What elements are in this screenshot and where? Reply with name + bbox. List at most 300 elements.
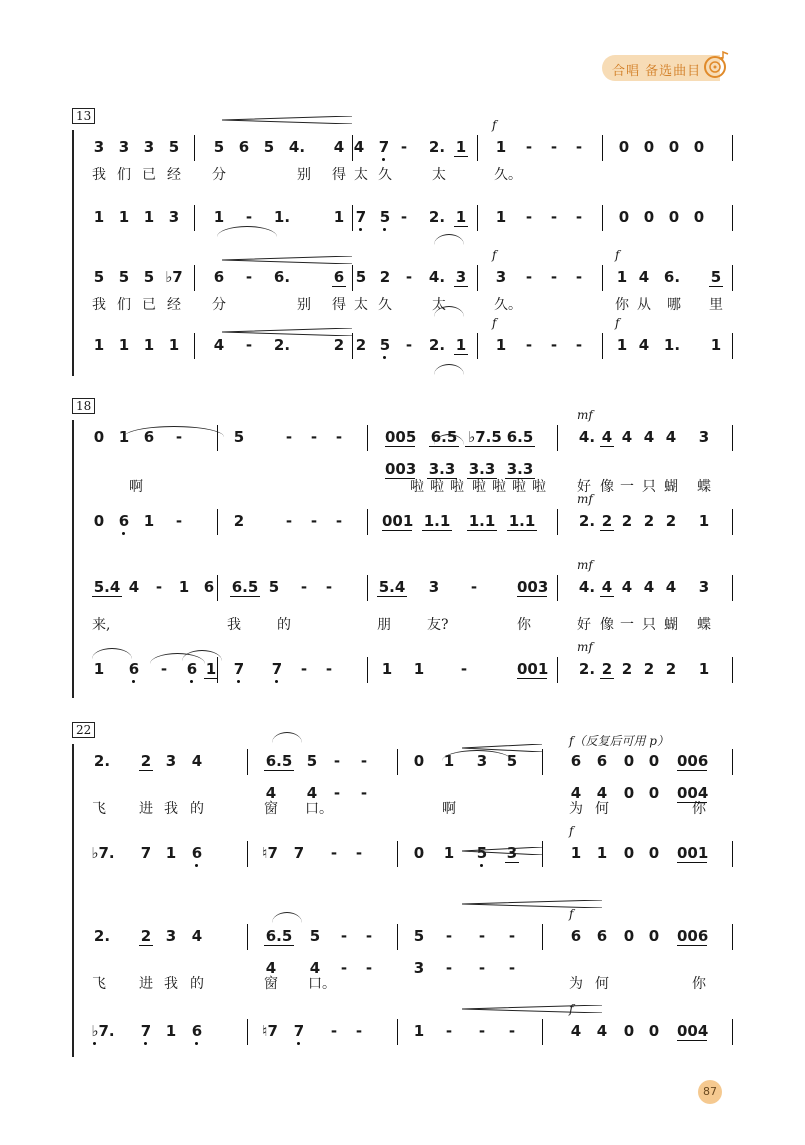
lyric-syllable: 啊: [442, 801, 456, 817]
note: -: [310, 428, 318, 446]
page-number: 87: [698, 1080, 722, 1104]
note: 0: [93, 428, 105, 446]
note: 2: [665, 660, 677, 678]
note: 005: [385, 428, 417, 446]
note: 6: [570, 927, 582, 945]
note: 0: [623, 844, 635, 862]
staff-line: [82, 316, 732, 368]
barline: [477, 135, 478, 161]
note: 1: [495, 138, 507, 156]
barline: [602, 265, 603, 291]
barline: [352, 265, 353, 291]
note: -: [525, 138, 533, 156]
lyric-syllable: 已: [142, 167, 156, 183]
staff-line: [82, 824, 732, 876]
note: -: [575, 208, 583, 226]
note: ♭7.5: [465, 428, 505, 447]
note: 6.5: [506, 428, 534, 446]
staff-line: [82, 640, 732, 692]
note: 1: [381, 660, 393, 678]
lyric-syllable: 啦: [450, 479, 464, 495]
note: 1: [168, 336, 180, 354]
note: 1: [443, 844, 455, 862]
note: 4.: [578, 578, 596, 596]
note: 6.5: [265, 927, 293, 945]
note: 2.: [578, 660, 596, 678]
note: 2.: [93, 927, 111, 945]
measure-number: 13: [72, 108, 95, 124]
section-label: 合唱 备选曲目: [612, 64, 702, 79]
note: -: [575, 138, 583, 156]
slur: [272, 732, 302, 743]
note: -: [340, 959, 348, 977]
crescendo-hairpin: [222, 256, 352, 264]
slur: [92, 648, 132, 659]
barline: [542, 924, 543, 950]
note: 4: [213, 336, 225, 354]
lyric-syllable: 我: [92, 297, 106, 313]
note: -: [245, 336, 253, 354]
lyric-syllable: 口。: [308, 976, 336, 992]
note: 4: [128, 578, 140, 596]
final-barline: [732, 575, 733, 601]
lyric-syllable: 别: [297, 167, 311, 183]
lyric-syllable: 啦: [430, 479, 444, 495]
lyric-syllable: 口。: [305, 801, 333, 817]
note: -: [470, 578, 478, 596]
note: 5: [93, 268, 105, 286]
barline: [542, 841, 543, 867]
lyric-syllable: 像: [600, 617, 614, 633]
note: 6: [203, 578, 215, 596]
note: 3: [143, 138, 155, 156]
barline: [477, 265, 478, 291]
note: 3: [428, 578, 440, 596]
note: 4: [353, 138, 365, 156]
note: 4: [621, 428, 633, 446]
note: -: [445, 1022, 453, 1040]
note: 1: [495, 208, 507, 226]
note: 5: [268, 578, 280, 596]
note: -: [405, 268, 413, 286]
note: -: [508, 1022, 516, 1040]
note: 1: [698, 660, 710, 678]
barline: [247, 1019, 248, 1045]
lyric-syllable: 久: [378, 167, 392, 183]
note: 4: [570, 784, 582, 802]
final-barline: [732, 749, 733, 775]
note: 6: [596, 752, 608, 770]
lyric-syllable: 你: [615, 297, 629, 313]
barline: [397, 1019, 398, 1045]
note: 0: [648, 784, 660, 802]
lyric-syllable: 好: [577, 479, 591, 495]
note: 1: [616, 268, 628, 286]
lyric-syllable: 的: [277, 617, 291, 633]
note: 2: [601, 660, 613, 678]
note: 1: [455, 138, 467, 156]
note: 6.5: [430, 428, 458, 446]
lyric-syllable: 进: [139, 976, 153, 992]
staff-line: [82, 1002, 732, 1054]
dynamic-mark: f: [569, 907, 574, 921]
note: 7: [355, 208, 367, 226]
dynamic-mark: mf: [577, 408, 593, 422]
lyric-syllable: 我: [227, 617, 241, 633]
note: -: [325, 660, 333, 678]
staff-line: [82, 734, 732, 784]
crescendo-hairpin: [462, 1005, 602, 1013]
note: 0: [643, 138, 655, 156]
note: 1: [333, 208, 345, 226]
lyric-syllable: 分: [212, 297, 226, 313]
note: -: [575, 268, 583, 286]
note: -: [355, 844, 363, 862]
final-barline: [732, 205, 733, 231]
lyric-syllable: 蝶: [697, 617, 711, 633]
note: 1: [213, 208, 225, 226]
crescendo-hairpin: [462, 744, 542, 752]
note: -: [550, 208, 558, 226]
note: -: [508, 927, 516, 945]
note: 006: [677, 752, 709, 770]
note: 6: [118, 512, 130, 530]
final-barline: [732, 135, 733, 161]
note: 6: [143, 428, 155, 446]
crescendo-hairpin: [222, 328, 352, 336]
note: 1: [413, 1022, 425, 1040]
note: 3.3: [506, 460, 534, 478]
lyric-syllable: 你: [692, 976, 706, 992]
note: 3: [476, 752, 488, 770]
lyric-syllable: 别: [297, 297, 311, 313]
note: 0: [623, 1022, 635, 1040]
note: -: [245, 208, 253, 226]
note: 0: [668, 208, 680, 226]
note: 0: [648, 1022, 660, 1040]
lyric-syllable: 分: [212, 167, 226, 183]
note: 1: [165, 844, 177, 862]
dynamic-mark: f（反复后可用 p）: [569, 734, 669, 748]
dynamic-mark: f: [492, 248, 497, 262]
note: 0: [623, 927, 635, 945]
note: 5: [306, 752, 318, 770]
note: 5: [118, 268, 130, 286]
note: 2: [333, 336, 345, 354]
dynamic-mark: mf: [577, 640, 593, 654]
note: 5: [379, 336, 391, 354]
note: 3.3: [428, 460, 456, 478]
lyric-syllable: 里: [709, 297, 723, 313]
note: 2: [355, 336, 367, 354]
note: 3: [118, 138, 130, 156]
note: 1.1: [423, 512, 451, 530]
lyric-syllable: 啦: [410, 479, 424, 495]
lyric-syllable: 来,: [92, 617, 111, 633]
dynamic-mark: mf: [577, 492, 593, 506]
note: 1.1: [468, 512, 496, 530]
note: 5: [233, 428, 245, 446]
note: 1: [118, 428, 130, 446]
barline: [542, 749, 543, 775]
note: -: [325, 578, 333, 596]
lyric-syllable: 的: [190, 801, 204, 817]
note: 5: [213, 138, 225, 156]
note: 1: [616, 336, 628, 354]
note: 2: [643, 660, 655, 678]
note: 1: [205, 660, 217, 678]
note: 2.: [428, 208, 446, 226]
note: 4: [596, 1022, 608, 1040]
note: 4: [570, 1022, 582, 1040]
note: 3: [506, 844, 518, 862]
note: 1.1: [508, 512, 536, 530]
note: 5: [413, 927, 425, 945]
note: 6: [191, 1022, 203, 1040]
barline: [397, 841, 398, 867]
note: 7: [271, 660, 283, 678]
barline: [352, 205, 353, 231]
note: -: [335, 512, 343, 530]
barline: [194, 135, 195, 161]
note: 0: [648, 927, 660, 945]
note: 4: [601, 578, 613, 596]
note: 0: [618, 208, 630, 226]
note: 1: [413, 660, 425, 678]
note: 6: [596, 927, 608, 945]
lyric-syllable: 啦: [472, 479, 486, 495]
lyric-syllable: 只: [642, 479, 656, 495]
note: 1: [710, 336, 722, 354]
note: 6: [191, 844, 203, 862]
lyric-syllable: 蝶: [697, 479, 711, 495]
note: -: [330, 1022, 338, 1040]
final-barline: [732, 509, 733, 535]
note: -: [355, 1022, 363, 1040]
lyric-syllable: 窗: [264, 976, 278, 992]
lyric-syllable: 啦: [532, 479, 546, 495]
note: 3: [698, 578, 710, 596]
note: 7: [293, 844, 305, 862]
lyric-syllable: 们: [117, 167, 131, 183]
lyric-syllable: 经: [167, 297, 181, 313]
note: 4: [638, 336, 650, 354]
lyric-syllable: 为: [569, 801, 583, 817]
lyric-syllable: 一: [620, 479, 634, 495]
note: -: [245, 268, 253, 286]
barline: [557, 425, 558, 451]
note: 4: [265, 784, 277, 802]
note: 1: [118, 208, 130, 226]
note: 1: [143, 208, 155, 226]
lyric-syllable: 得: [332, 297, 346, 313]
barline: [247, 749, 248, 775]
note: 006: [677, 927, 709, 945]
note: 4.: [288, 138, 306, 156]
note: 7: [378, 138, 390, 156]
note: -: [525, 268, 533, 286]
crescendo-hairpin: [462, 900, 602, 908]
lyric-syllable: 友?: [427, 617, 449, 633]
note: 0: [693, 138, 705, 156]
note: ♮7: [262, 844, 278, 862]
lyric-syllable: 的: [190, 976, 204, 992]
note: -: [360, 752, 368, 770]
barline: [557, 509, 558, 535]
note: 5: [710, 268, 722, 286]
note: 2: [621, 512, 633, 530]
note: 1: [495, 336, 507, 354]
note: 5: [355, 268, 367, 286]
staff-line: [82, 492, 732, 544]
note: 7: [140, 1022, 152, 1040]
note: 1.: [273, 208, 291, 226]
slur: [434, 306, 464, 317]
note: 0: [93, 512, 105, 530]
note: 4: [621, 578, 633, 596]
lyric-syllable: 为: [569, 976, 583, 992]
note: 0: [623, 784, 635, 802]
lyric-syllable: 你: [692, 801, 706, 817]
barline: [542, 1019, 543, 1045]
note: 3: [168, 208, 180, 226]
note: 2: [140, 927, 152, 945]
lyric-syllable: 蝴: [664, 479, 678, 495]
lyric-syllable: 只: [642, 617, 656, 633]
note: 1: [143, 512, 155, 530]
note: -: [575, 336, 583, 354]
barline: [602, 135, 603, 161]
note: 6: [186, 660, 198, 678]
lyric-syllable: 何: [595, 801, 609, 817]
staff-line-inner: [82, 784, 732, 816]
note: ♮7: [262, 1022, 278, 1040]
note: 4: [601, 428, 613, 446]
lyric-syllable: 久。: [494, 167, 522, 183]
lyric-syllable: 太: [354, 167, 368, 183]
note: 1: [455, 336, 467, 354]
note: 004: [677, 1022, 709, 1040]
note: 6.: [273, 268, 291, 286]
note: 1: [93, 336, 105, 354]
note: -: [285, 428, 293, 446]
note: 0: [623, 752, 635, 770]
note: -: [478, 1022, 486, 1040]
note: 2: [140, 752, 152, 770]
barline: [397, 749, 398, 775]
note: 5: [506, 752, 518, 770]
dynamic-mark: f: [615, 248, 620, 262]
note: 2: [601, 512, 613, 530]
note: -: [550, 268, 558, 286]
crescendo-hairpin: [462, 847, 542, 855]
note: 4: [191, 927, 203, 945]
note: 003: [517, 578, 549, 596]
dynamic-mark: f: [492, 316, 497, 330]
lyric-syllable: 一: [620, 617, 634, 633]
note: 5: [263, 138, 275, 156]
note: 4: [306, 784, 318, 802]
note: 6: [238, 138, 250, 156]
staff-line-inner: [82, 460, 732, 492]
lyric-syllable: 从: [637, 297, 651, 313]
barline: [477, 333, 478, 359]
final-barline: [732, 841, 733, 867]
note: -: [330, 844, 338, 862]
measure-number: 18: [72, 398, 95, 414]
note: 2.: [273, 336, 291, 354]
barline: [367, 425, 368, 451]
note: 4: [191, 752, 203, 770]
barline: [194, 333, 195, 359]
note: 3: [413, 959, 425, 977]
crescendo-hairpin: [222, 116, 352, 124]
note: 0: [618, 138, 630, 156]
dynamic-mark: f: [569, 824, 574, 838]
note: 1: [143, 336, 155, 354]
score-system-3: [72, 722, 732, 1057]
note: 5: [379, 208, 391, 226]
note: 1: [93, 660, 105, 678]
lyric-syllable: 得: [332, 167, 346, 183]
note: -: [460, 660, 468, 678]
note: -: [365, 927, 373, 945]
barline: [217, 509, 218, 535]
note: 1: [165, 1022, 177, 1040]
note: 4: [665, 428, 677, 446]
barline: [194, 205, 195, 231]
note: -: [445, 959, 453, 977]
final-barline: [732, 333, 733, 359]
note: 0: [668, 138, 680, 156]
lyric-syllable: 我: [164, 801, 178, 817]
note: -: [175, 512, 183, 530]
lyric-syllable: 太: [432, 297, 446, 313]
barline: [247, 841, 248, 867]
barline: [602, 333, 603, 359]
barline: [557, 575, 558, 601]
note: ♭7.: [91, 844, 115, 862]
note: 4.: [578, 428, 596, 446]
note: -: [155, 578, 163, 596]
note: 4: [309, 959, 321, 977]
barline: [367, 575, 368, 601]
lyric-syllable: 久。: [494, 297, 522, 313]
lyric-syllable: 经: [167, 167, 181, 183]
dynamic-mark: f: [569, 1002, 574, 1016]
note: 2: [621, 660, 633, 678]
note: -: [508, 959, 516, 977]
note: -: [525, 208, 533, 226]
note: 7: [233, 660, 245, 678]
lyric-syllable: 进: [139, 801, 153, 817]
note: 2: [379, 268, 391, 286]
note: 5.4: [93, 578, 121, 596]
note: 3: [455, 268, 467, 286]
note: 3: [495, 268, 507, 286]
barline: [367, 657, 368, 683]
note: 4: [333, 138, 345, 156]
barline: [247, 924, 248, 950]
barline: [557, 657, 558, 683]
note: 5: [168, 138, 180, 156]
dynamic-mark: mf: [577, 558, 593, 572]
note: 4: [265, 959, 277, 977]
note: -: [478, 959, 486, 977]
note: 1: [570, 844, 582, 862]
note: 2: [643, 512, 655, 530]
score-system-2: [72, 398, 732, 698]
